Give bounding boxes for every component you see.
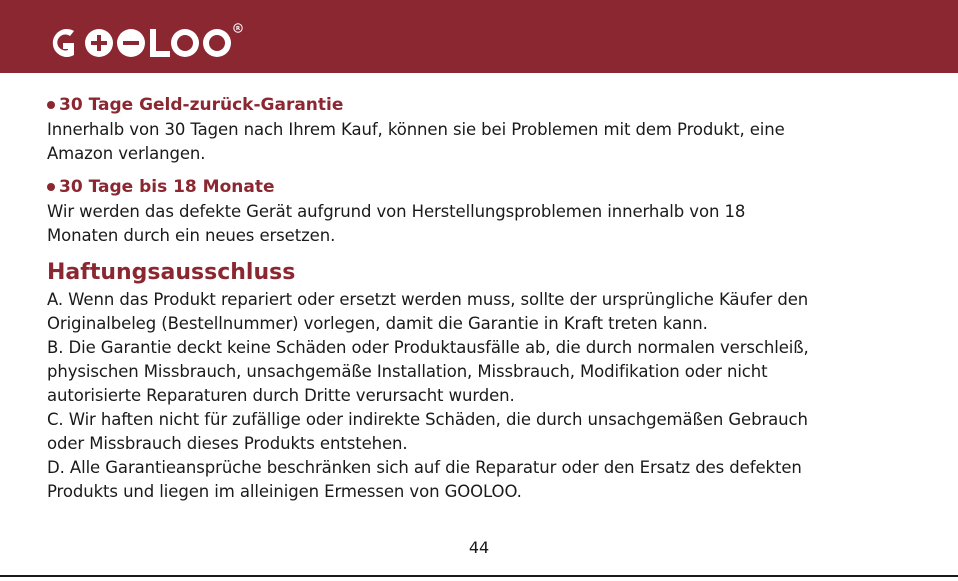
body-line: C. Wir haften nicht für zufällige oder indirekte Schäden, die durch unsachgemäßen Gebrauch [47,410,808,429]
header-band [0,0,958,73]
body-line: oder Missbrauch dieses Produkts entstehen. [47,434,408,453]
brand-logo [46,23,246,63]
body-line: physischen Missbrauch, unsachgemäße Installation, Missbrauch, Modifikation oder nicht [47,362,768,381]
page-number: 44 [468,538,490,557]
disclaimer-heading: Haftungsausschluss [47,260,296,285]
body-line: B. Die Garantie deckt keine Schäden oder Produktausfälle ab, die durch normalen verschleiß, [47,338,809,357]
body-line: Innerhalb von 30 Tagen nach Ihrem Kauf, können sie bei Problemen mit dem Produkt, eine [47,120,785,139]
body-line: Monaten durch ein neues ersetzen. [47,226,336,245]
body-line: A. Wenn das Produkt repariert oder ersetzt werden muss, sollte der ursprüngliche Käufer den [47,290,809,309]
section-money-back [47,92,927,166]
section-replacement [47,174,927,248]
body-line: Originalbeleg (Bestellnummer) vorlegen, damit die Garantie in Kraft treten kann. [47,314,708,333]
body-line: autorisierte Reparaturen durch Dritte verursacht wurden. [47,386,515,405]
body-line: Produkts und liegen im alleinigen Ermessen von GOOLOO. [47,482,522,501]
section-disclaimer [47,258,927,504]
bullet-icon [47,101,55,109]
section-heading [47,92,927,118]
content-area [47,92,927,504]
body-line: Wir werden das defekte Gerät aufgrund von Herstellungsproblemen innerhalb von 18 [47,202,746,221]
body-line: D. Alle Garantieansprüche beschränken sich auf die Reparatur oder den Ersatz des defekten [47,458,802,477]
section-heading-text: 30 Tage Geld-zurück-Garantie [59,95,344,115]
bullet-icon [47,183,55,191]
footer-divider [0,575,958,577]
gooloo-logo-icon [46,23,246,63]
section-heading-text: 30 Tage bis 18 Monate [59,177,275,197]
section-heading [47,174,927,200]
svg-text:R: R [235,26,241,33]
body-line: Amazon verlangen. [47,144,206,163]
